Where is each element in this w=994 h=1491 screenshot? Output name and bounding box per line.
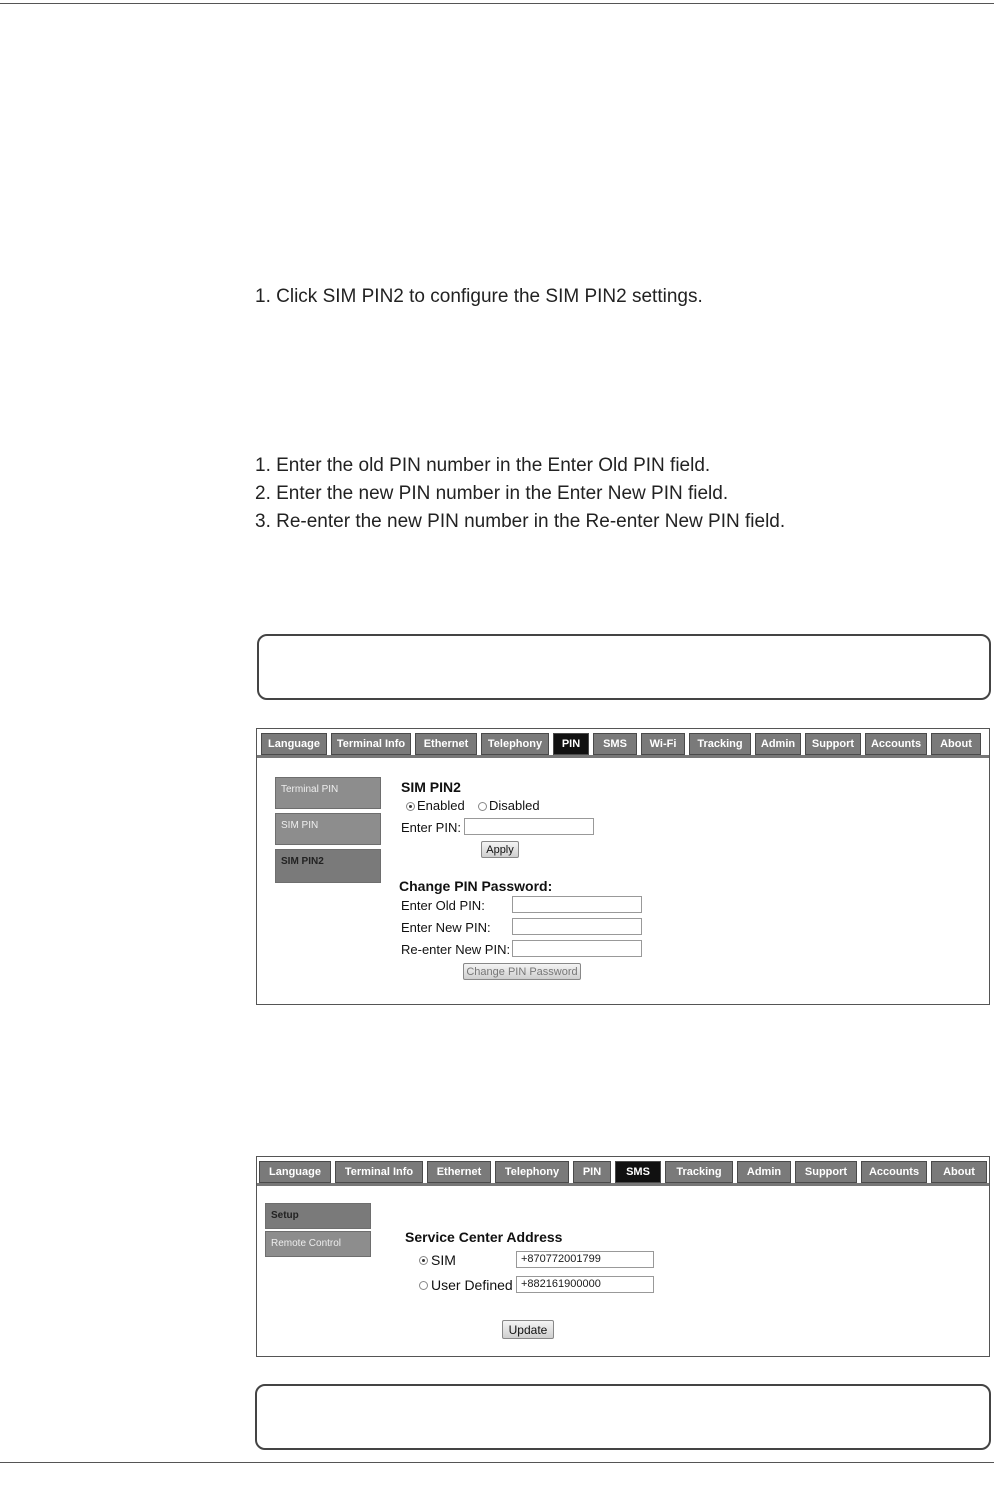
tab-bar [257,729,989,759]
top-rule [0,3,994,4]
tab-telephony[interactable]: Telephony [481,733,549,755]
tab-sms[interactable]: SMS [593,733,637,755]
reenter-pin-label: Re-enter New PIN: [401,942,511,957]
step-click-sim-pin2: 1. Click SIM PIN2 to configure the SIM PIN2 settings. [255,286,703,307]
tab-language[interactable]: Language [261,733,327,755]
service-center-heading: Service Center Address [405,1229,563,1245]
note-box-2 [255,1384,991,1450]
sms-setup-screenshot [256,1156,990,1357]
enabled-radio[interactable] [406,802,415,811]
enter-pin-input[interactable] [464,818,594,835]
sidebar-item-sim-pin2[interactable]: SIM PIN2 [275,849,381,883]
tab-sms[interactable]: SMS [615,1161,661,1183]
step-enter-new-pin: 2. Enter the new PIN number in the Enter New PIN field. [255,483,729,504]
tab-bar-line [257,1183,989,1186]
user-defined-label: User Defined [431,1277,513,1293]
old-pin-input[interactable] [512,896,642,913]
tab-support[interactable]: Support [805,733,861,755]
bottom-rule [0,1462,994,1463]
user-defined-number-field[interactable]: +882161900000 [516,1276,654,1293]
tab-about[interactable]: About [931,1161,987,1183]
tab-terminal-info[interactable]: Terminal Info [331,733,411,755]
sim-label: SIM [431,1252,456,1268]
tab-telephony[interactable]: Telephony [495,1161,569,1183]
tab-pin[interactable]: PIN [573,1161,611,1183]
tab-accounts[interactable]: Accounts [861,1161,927,1183]
change-pin-heading: Change PIN Password: [399,878,553,894]
sidebar-item-sim-pin[interactable]: SIM PIN [275,813,381,845]
disabled-radio[interactable] [478,802,487,811]
tab-terminal-info[interactable]: Terminal Info [335,1161,423,1183]
change-pin-password-button[interactable]: Change PIN Password [463,963,581,980]
disabled-label: Disabled [489,798,540,813]
new-pin-label: Enter New PIN: [401,920,491,935]
tab-bar-sms [257,1157,989,1187]
tab-ethernet[interactable]: Ethernet [415,733,477,755]
tab-pin[interactable]: PIN [553,733,589,755]
sim-radio[interactable] [419,1256,428,1265]
enter-pin-label: Enter PIN: [401,820,461,835]
enabled-label: Enabled [417,798,465,813]
step-reenter-new-pin: 3. Re-enter the new PIN number in the Re-enter New PIN field. [255,511,786,532]
sim-number-field[interactable]: +870772001799 [516,1251,654,1268]
sidebar-item-terminal-pin[interactable]: Terminal PIN [275,777,381,809]
sim-pin2-screenshot [256,728,990,1005]
tab-language[interactable]: Language [259,1161,331,1183]
tab-tracking[interactable]: Tracking [665,1161,733,1183]
tab-support[interactable]: Support [795,1161,857,1183]
apply-button[interactable]: Apply [481,841,519,858]
tab-bar-line [257,755,989,758]
sidebar-item-remote-control[interactable]: Remote Control [265,1231,371,1257]
tab-about[interactable]: About [931,733,981,755]
tab-wifi[interactable]: Wi-Fi [641,733,685,755]
new-pin-input[interactable] [512,918,642,935]
update-button[interactable]: Update [502,1320,554,1339]
old-pin-label: Enter Old PIN: [401,898,485,913]
tab-tracking[interactable]: Tracking [689,733,751,755]
step-enter-old-pin: 1. Enter the old PIN number in the Enter Old PIN field. [255,455,711,476]
note-box [257,634,991,700]
sidebar-item-setup[interactable]: Setup [265,1203,371,1229]
tab-accounts[interactable]: Accounts [865,733,927,755]
sim-pin2-heading: SIM PIN2 [401,779,461,795]
user-defined-radio[interactable] [419,1281,428,1290]
tab-ethernet[interactable]: Ethernet [427,1161,491,1183]
reenter-pin-input[interactable] [512,940,642,957]
tab-admin[interactable]: Admin [755,733,801,755]
tab-admin[interactable]: Admin [737,1161,791,1183]
